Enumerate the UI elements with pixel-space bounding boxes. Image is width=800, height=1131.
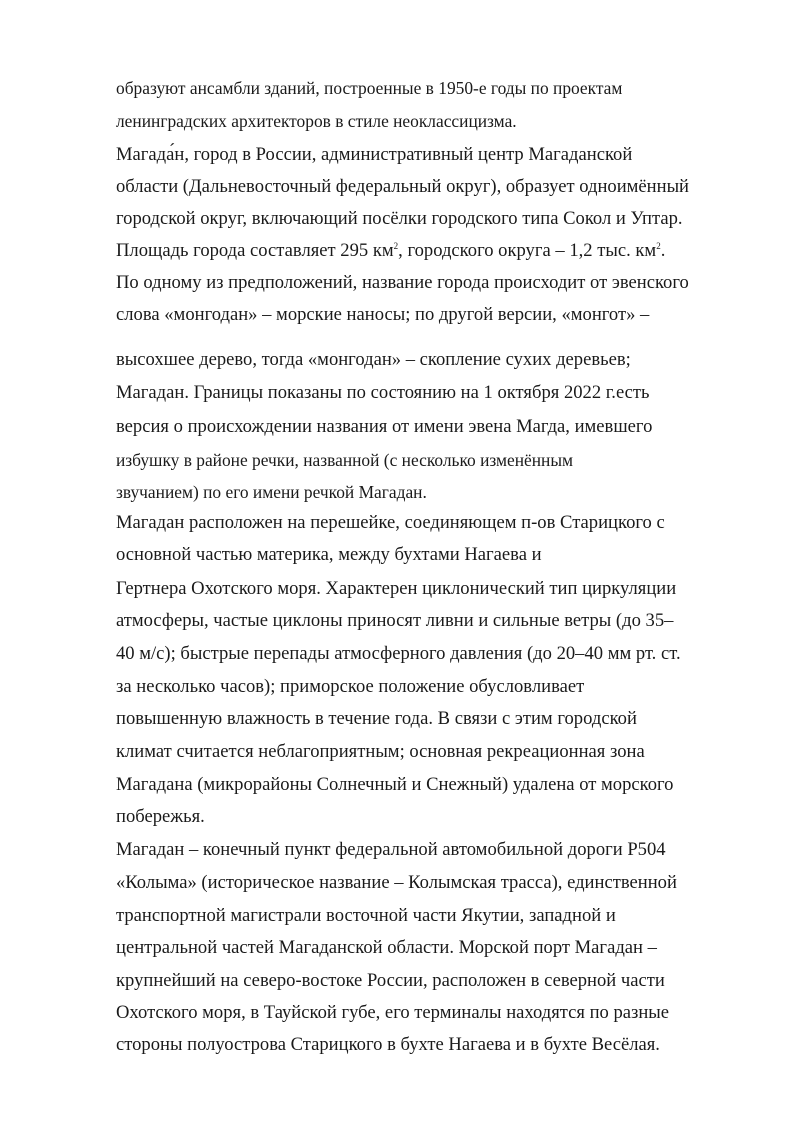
text-line	[116, 240, 665, 262]
text-line: центральной частей Магаданской области. Морской порт Магадан –	[116, 937, 657, 958]
text-line: избушку в районе речки, названной (с несколько изменённым	[116, 450, 574, 470]
text-fragment: .	[660, 240, 666, 261]
text-line: области (Дальневосточный федеральный округ), образует одноимённый	[116, 176, 690, 197]
text-line: 40 м/с); быстрые перепады атмосферного давления (до 20–40 мм рт. ст.	[116, 643, 681, 664]
text-line: звучанием) по его имени речкой Магадан.	[116, 482, 427, 502]
text-line: Охотского моря, в Тауйской губе, его терминалы находятся по разные	[116, 1002, 670, 1023]
text-line: за несколько часов); приморское положение обусловливает	[116, 676, 585, 697]
text-line: городской округ, включающий посёлки городского типа Сокол и Уптар.	[116, 208, 683, 229]
text-line: ленинградских архитекторов в стиле неоклассицизма.	[116, 111, 517, 131]
text-line: побережья.	[116, 806, 205, 827]
text-line: высохшее дерево, тогда «монгодан» – скопление сухих деревьев;	[116, 349, 631, 370]
text-line: версия о происхождении названия от имени эвена Магда, имевшего	[116, 416, 653, 437]
text-line: Магада́н, город в России, административный центр Магаданской	[116, 144, 633, 165]
text-line: климат считается неблагоприятным; основная рекреационная зона	[116, 741, 645, 762]
superscript: 2	[656, 241, 661, 251]
text-fragment: , городского округа – 1,2 тыс. км	[398, 240, 657, 261]
text-line: основной частью материка, между бухтами Нагаева и	[116, 544, 542, 565]
text-line: Магадан. Границы показаны по состоянию на 1 октября 2022 г.есть	[116, 382, 650, 403]
text-line: По одному из предположений, название города происходит от эвенского	[116, 272, 689, 293]
text-line: атмосферы, частые циклоны приносят ливни и сильные ветры (до 35–	[116, 610, 674, 631]
text-line: стороны полуострова Старицкого в бухте Нагаева и в бухте Весёлая.	[116, 1034, 660, 1055]
text-fragment: Площадь города составляет 295 км	[116, 240, 394, 261]
text-line: повышенную влажность в течение года. В связи с этим городской	[116, 708, 637, 729]
text-line: образуют ансамбли зданий, построенные в 1950-е годы по проектам	[116, 78, 623, 98]
text-line: «Колыма» (историческое название – Колымская трасса), единственной	[116, 872, 677, 893]
text-line: Магадан – конечный пункт федеральной автомобильной дороги Р504	[116, 839, 666, 860]
text-line: слова «монгодан» – морские наносы; по другой версии, «монгот» –	[116, 304, 650, 325]
text-line: крупнейший на северо-востоке России, расположен в северной части	[116, 970, 665, 991]
superscript: 2	[393, 241, 399, 251]
text-line: Гертнера Охотского моря. Характерен циклонический тип циркуляции	[116, 578, 677, 599]
text-line: Магадана (микрорайоны Солнечный и Снежный) удалена от морского	[116, 774, 674, 795]
text-line: Магадан расположен на перешейке, соединяющем п-ов Старицкого с	[116, 512, 665, 533]
text-line: транспортной магистрали восточной части Якутии, западной и	[116, 905, 616, 926]
